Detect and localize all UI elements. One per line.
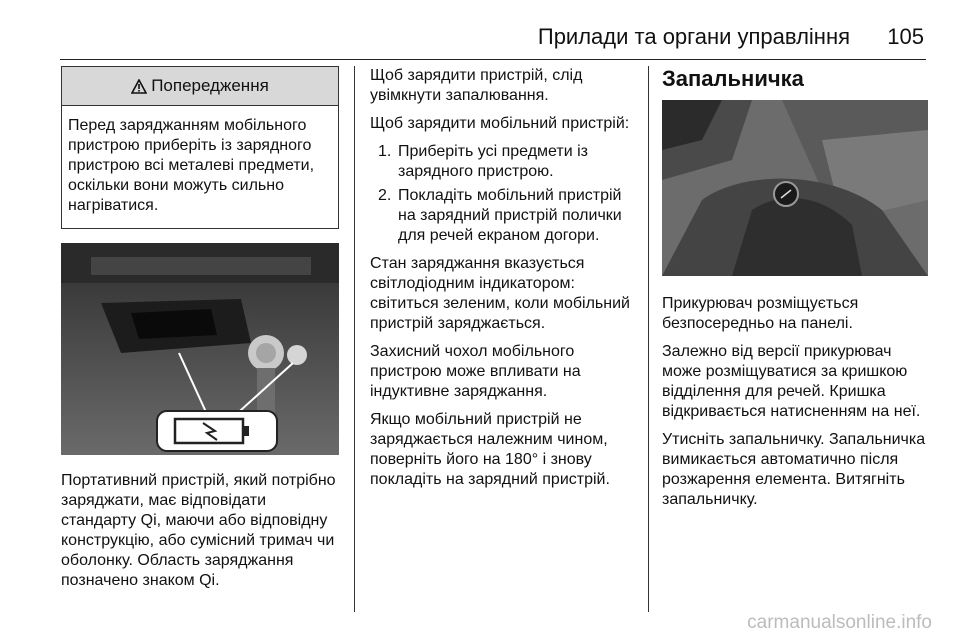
section-title: Запальничка: [662, 66, 804, 91]
page-number: 105: [887, 24, 924, 49]
column-2: [370, 66, 638, 498]
charger-caption: Портативний пристрій, який потрібно заряджати, має відповідати стандарту Qi, маючи або відповідну конструкцію, або сумісний тримач чи оболонку. Область заряджання позначено знаком Qi.: [61, 472, 336, 589]
step-text: Приберіть усі предмети із зарядного пристрою.: [398, 143, 589, 180]
watermark: carmanualsonline.info: [747, 612, 932, 633]
paragraph-rotate: Якщо мобільний пристрій не заряджається належним чином, поверніть його на 180° і знову покладіть на зарядний пристрій.: [370, 411, 610, 488]
paragraph-charge-intro: Щоб зарядити мобільний пристрій:: [370, 115, 630, 132]
warning-header: [62, 67, 338, 106]
header-title: Прилади та органи управління: [537, 24, 850, 49]
column-1: [61, 66, 339, 599]
step-text: Покладіть мобільний пристрій на зарядний пристрій полички для речей екраном догори.: [398, 187, 622, 244]
warning-title: Попередження: [151, 76, 269, 95]
paragraph-ignition: Щоб зарядити пристрій, слід увімкнути запалювання.: [370, 67, 583, 104]
paragraph-lighter-cover: Залежно від версії прикурювач може розміщуватися за кришкою відділення для речей. Кришка відкривається натисненням на неї.: [662, 343, 921, 420]
column-3: [662, 66, 928, 518]
paragraph-case: Захисний чохол мобільного пристрою може впливати на індуктивне заряджання.: [370, 343, 581, 400]
wireless-charger-photo: [61, 243, 339, 455]
paragraph-lighter-location: Прикурювач розміщується безпосередньо на панелі.: [662, 295, 859, 332]
step-item: [370, 142, 638, 182]
step-item: [370, 186, 638, 246]
cigarette-lighter-photo: [662, 100, 928, 276]
paragraph-led-status: Стан заряджання вказується світлодіодним індикатором: світиться зеленим, коли мобільний пристрій заряджається.: [370, 255, 630, 332]
paragraph-lighter-use: Утисніть запальничку. Запальничка вимикається автоматично після розжарення елемента. Витягніть запальничку.: [662, 431, 926, 508]
warning-box: [61, 66, 339, 229]
warning-text: Перед заряджанням мобільного пристрою приберіть із зарядного пристрою всі металеві предмети, оскільки вони можуть сильно нагріватися.: [68, 117, 315, 214]
step-number: 2.: [378, 187, 392, 204]
charging-steps: [370, 142, 638, 246]
column-divider-2: [648, 66, 649, 612]
warning-triangle-icon: [131, 79, 147, 94]
column-divider-1: [354, 66, 355, 612]
page-header: [0, 24, 960, 54]
step-number: 1.: [378, 143, 392, 160]
header-divider: [60, 59, 926, 60]
